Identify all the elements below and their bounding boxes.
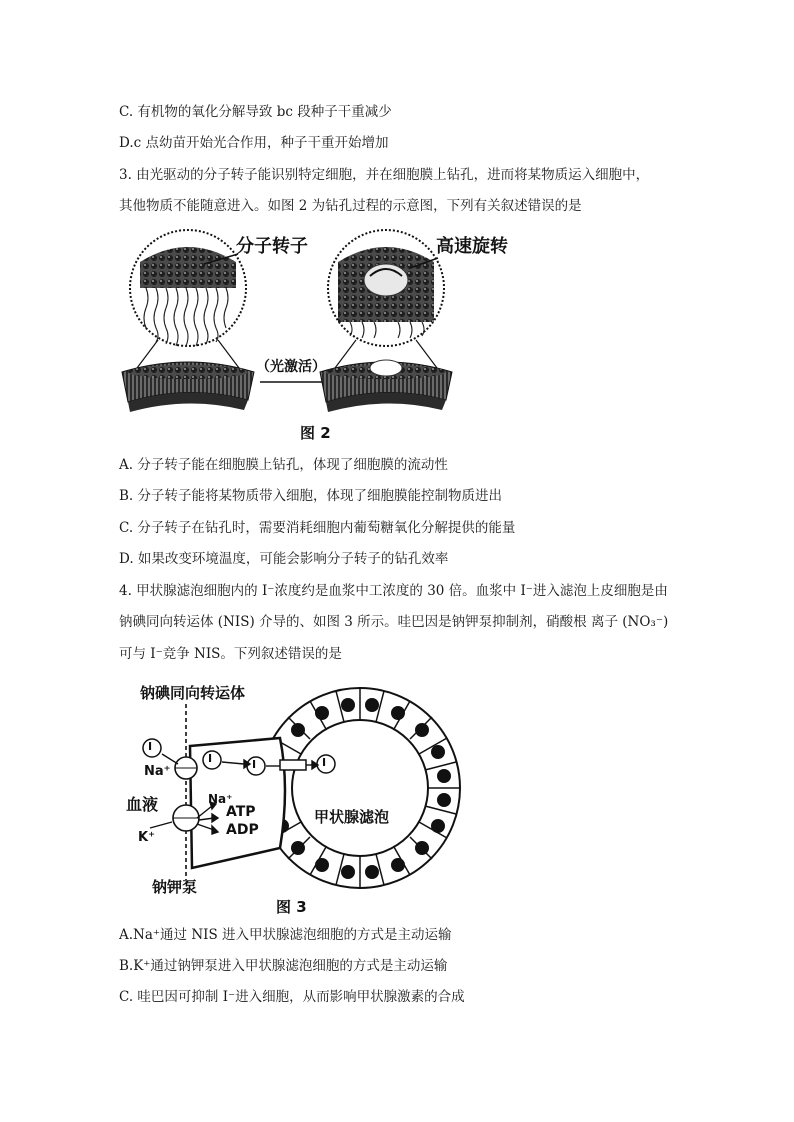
option-d-previous: D.c 点幼苗开始光合作用，种子干重开始增加 bbox=[119, 135, 389, 151]
follicle-cells bbox=[260, 688, 460, 888]
label-iodide-3: I bbox=[252, 758, 257, 771]
label-high-speed-rotation: 高速旋转 bbox=[436, 236, 508, 257]
question-4-option-b: B.K⁺通过钠钾泵进入甲状腺滤泡细胞的方式是主动运输 bbox=[119, 958, 448, 974]
label-iodide-4: I bbox=[322, 756, 327, 769]
label-sodium-potassium-pump: 钠钾泵 bbox=[152, 878, 198, 896]
question-4-option-c: C. 哇巴因可抑制 I⁻进入细胞，从而影响甲状腺激素的合成 bbox=[119, 989, 465, 1005]
label-thyroid-follicle: 甲状腺滤泡 bbox=[314, 808, 390, 826]
question-4-line-2: 钠碘同向转运体 (NIS) 介导的、如图 3 所示。哇巴因是钠钾泵抑制剂，硝酸根 离子 (NO₃⁻) bbox=[119, 614, 669, 630]
label-adp: ADP bbox=[226, 822, 259, 838]
label-sodium-iodide-symporter: 钠碘同向转运体 bbox=[140, 684, 246, 702]
label-blood: 血液 bbox=[126, 795, 159, 814]
label-sodium-in: Na⁺ bbox=[144, 764, 171, 779]
label-molecular-rotor: 分子转子 bbox=[236, 236, 308, 257]
question-3-option-d: D. 如果改变环境温度，可能会影响分子转子的钻孔效率 bbox=[119, 551, 449, 567]
question-3-option-a: A. 分子转子能在细胞膜上钻孔，体现了细胞膜的流动性 bbox=[119, 457, 448, 473]
figure-3 bbox=[126, 680, 470, 920]
question-3-line-2: 其他物质不能随意进入。如图 2 为钻孔过程的示意图，下列有关叙述错误的是 bbox=[119, 198, 582, 214]
option-c-previous: C. 有机物的氧化分解导致 bc 段种子干重减少 bbox=[119, 104, 392, 120]
figure-2 bbox=[118, 222, 528, 444]
label-light-activation: （光激活） bbox=[256, 359, 326, 375]
figure-3-caption: 图 3 bbox=[276, 898, 307, 916]
label-iodide-2: I bbox=[208, 752, 213, 765]
label-atp: ATP bbox=[226, 804, 256, 820]
question-3-option-c: C. 分子转子在钻孔时，需要消耗细胞内葡萄糖氧化分解提供的能量 bbox=[119, 520, 516, 536]
question-3-line-1: 3. 由光驱动的分子转子能识别特定细胞，并在细胞膜上钻孔，进而将某物质运入细胞中， bbox=[119, 167, 650, 183]
question-4-line-1: 4. 甲状腺滤泡细胞内的 I⁻浓度约是血浆中工浓度的 30 倍。血浆中 I⁻进入滤泡上皮细胞是由 bbox=[119, 583, 668, 599]
figure-2-caption: 图 2 bbox=[300, 424, 331, 442]
label-iodide-1: I bbox=[148, 740, 153, 753]
question-4-line-3: 可与 I⁻竞争 NIS。下列叙述错误的是 bbox=[119, 646, 342, 662]
label-potassium: K⁺ bbox=[138, 830, 155, 845]
label-sodium-out: Na⁺ bbox=[208, 792, 233, 806]
question-3-option-b: B. 分子转子能将某物质带入细胞，体现了细胞膜能控制物质进出 bbox=[119, 488, 503, 504]
question-4-option-a: A.Na⁺通过 NIS 进入甲状腺滤泡细胞的方式是主动运输 bbox=[119, 927, 452, 943]
